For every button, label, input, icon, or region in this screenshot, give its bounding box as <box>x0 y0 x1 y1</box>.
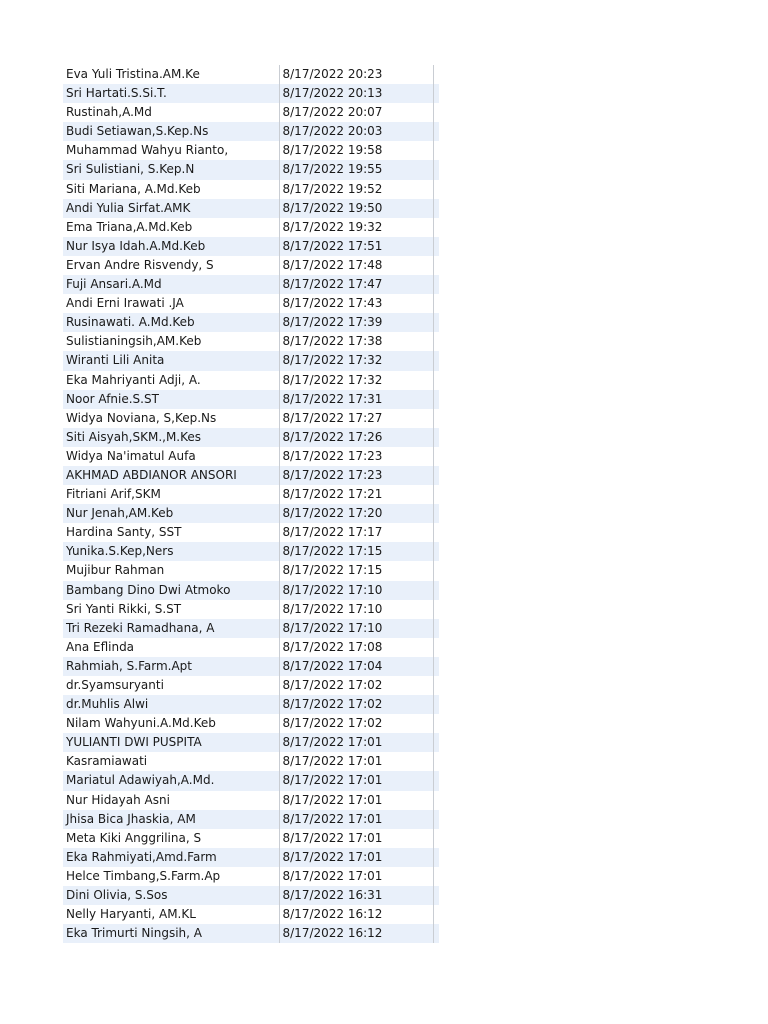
empty-cell <box>433 409 439 428</box>
name-cell: Rahmiah, S.Farm.Apt <box>63 657 279 676</box>
name-cell: Muhammad Wahyu Rianto, <box>66 143 229 158</box>
timestamp-cell: 8/17/2022 20:07 <box>279 103 433 122</box>
timestamp-cell: 8/17/2022 17:23 <box>279 447 433 466</box>
timestamp-cell: 8/17/2022 17:48 <box>279 256 433 275</box>
table-row <box>63 294 439 313</box>
table-row <box>63 504 439 523</box>
name-cell: Kasramiawati <box>66 754 148 769</box>
name-cell: Ana Eflinda <box>66 639 135 654</box>
name-cell: Nur Jenah,AM.Keb <box>63 504 279 523</box>
name-cell: Ervan Andre Risvendy, S <box>66 257 214 272</box>
empty-cell <box>433 485 439 504</box>
timestamp-cell: 8/17/2022 17:01 <box>279 733 433 752</box>
empty-cell <box>433 676 439 695</box>
empty-cell <box>433 390 439 409</box>
name-cell: Mariatul Adawiyah,A.Md. <box>63 771 279 790</box>
name-cell: dr.Syamsuryanti <box>66 678 164 692</box>
empty-cell <box>433 733 439 752</box>
name-cell: Sulistianingsih,AM.Keb <box>66 334 202 349</box>
table-row <box>63 275 439 294</box>
timestamp-cell: 8/17/2022 20:03 <box>279 122 433 141</box>
empty-cell <box>433 523 439 542</box>
timestamp-cell: 8/17/2022 16:12 <box>279 924 433 943</box>
table-row <box>63 466 439 485</box>
name-cell: Meta Kiki Anggrilina, S <box>66 830 202 845</box>
table-row <box>63 810 439 829</box>
timestamp-cell: 8/17/2022 17:01 <box>279 867 433 886</box>
empty-cell <box>433 65 439 84</box>
empty-cell <box>433 103 439 122</box>
empty-cell <box>433 619 439 638</box>
table-row <box>63 733 439 752</box>
timestamp-cell: 8/17/2022 17:01 <box>279 829 433 848</box>
empty-cell <box>433 466 439 485</box>
table-row <box>63 771 439 790</box>
table-row <box>63 924 439 943</box>
table-row <box>63 237 439 256</box>
timestamp-cell: 8/17/2022 17:02 <box>279 695 433 714</box>
table-row <box>63 714 439 733</box>
table-row <box>63 638 439 657</box>
name-cell: Siti Mariana, A.Md.Keb <box>66 181 201 196</box>
timestamp-cell: 8/17/2022 17:10 <box>279 600 433 619</box>
name-cell: Wiranti Lili Anita <box>63 351 279 370</box>
empty-cell <box>433 160 439 179</box>
name-cell: Yunika.S.Kep,Ners <box>63 542 279 561</box>
timestamp-cell: 8/17/2022 16:31 <box>279 886 433 905</box>
empty-cell <box>433 752 439 771</box>
table-row <box>63 523 439 542</box>
empty-cell <box>433 905 439 924</box>
empty-cell <box>433 199 439 218</box>
name-cell: Siti Aisyah,SKM.,M.Kes <box>63 428 279 447</box>
timestamp-cell: 8/17/2022 17:32 <box>279 371 433 390</box>
timestamp-cell: 8/17/2022 19:55 <box>279 160 433 179</box>
name-cell: Bambang Dino Dwi Atmoko <box>63 581 279 600</box>
name-cell: Noor Afnie.S.ST <box>63 390 279 409</box>
timestamp-cell: 8/17/2022 17:02 <box>279 714 433 733</box>
table-row <box>63 332 439 351</box>
table-row <box>63 122 439 141</box>
table-row <box>63 848 439 867</box>
table-row <box>63 141 439 160</box>
empty-cell <box>433 924 439 943</box>
timestamp-cell: 8/17/2022 17:15 <box>279 561 433 580</box>
timestamp-cell: 8/17/2022 16:12 <box>279 905 433 924</box>
table-row <box>63 542 439 561</box>
empty-cell <box>433 351 439 370</box>
name-cell: Eka Trimurti Ningsih, A <box>63 924 279 943</box>
timestamp-cell: 8/17/2022 17:51 <box>279 237 433 256</box>
timestamp-cell: 8/17/2022 17:43 <box>279 294 433 313</box>
name-cell: AKHMAD ABDIANOR ANSORI <box>63 466 279 485</box>
name-cell: YULIANTI DWI PUSPITA <box>63 733 279 752</box>
empty-cell <box>433 428 439 447</box>
name-cell: Widya Noviana, S,Kep.Ns <box>66 410 217 425</box>
table-row <box>63 676 439 695</box>
empty-cell <box>433 275 439 294</box>
name-cell: Eka Rahmiyati,Amd.Farm <box>63 848 279 867</box>
attendance-table <box>63 65 439 943</box>
table-row <box>63 657 439 676</box>
timestamp-cell: 8/17/2022 17:21 <box>279 485 433 504</box>
timestamp-cell: 8/17/2022 17:47 <box>279 275 433 294</box>
name-cell: Andi Yulia Sirfat.AMK <box>63 199 279 218</box>
table-row <box>63 791 439 810</box>
name-cell: Andi Erni Irawati .JA <box>66 296 184 311</box>
empty-cell <box>433 447 439 466</box>
name-cell: Eva Yuli Tristina.AM.Ke <box>66 67 200 81</box>
empty-cell <box>433 561 439 580</box>
timestamp-cell: 8/17/2022 17:26 <box>279 428 433 447</box>
empty-cell <box>433 638 439 657</box>
timestamp-cell: 8/17/2022 17:01 <box>279 752 433 771</box>
timestamp-cell: 8/17/2022 19:50 <box>279 199 433 218</box>
timestamp-cell: 8/17/2022 17:01 <box>279 810 433 829</box>
timestamp-cell: 8/17/2022 17:08 <box>279 638 433 657</box>
table-row <box>63 409 439 428</box>
table-row <box>63 65 439 84</box>
table-row <box>63 485 439 504</box>
name-cell: Rustinah,A.Md <box>66 105 152 120</box>
table-row <box>63 256 439 275</box>
name-cell: Fitriani Arif,SKM <box>66 487 161 502</box>
empty-cell <box>433 810 439 829</box>
timestamp-cell: 8/17/2022 17:01 <box>279 771 433 790</box>
empty-cell <box>433 371 439 390</box>
timestamp-cell: 8/17/2022 17:15 <box>279 542 433 561</box>
timestamp-cell: 8/17/2022 17:23 <box>279 466 433 485</box>
name-cell: Fuji Ansari.A.Md <box>63 275 279 294</box>
table-row <box>63 447 439 466</box>
timestamp-cell: 8/17/2022 17:20 <box>279 504 433 523</box>
name-cell: Rusinawati. A.Md.Keb <box>63 313 279 332</box>
table-row <box>63 905 439 924</box>
empty-cell <box>433 886 439 905</box>
name-cell: Widya Na'imatul Aufa <box>66 448 196 463</box>
table-row <box>63 829 439 848</box>
empty-cell <box>433 600 439 619</box>
table-row <box>63 180 439 199</box>
table-row <box>63 84 439 103</box>
table-row <box>63 390 439 409</box>
empty-cell <box>433 581 439 600</box>
name-cell: Ema Triana,A.Md.Keb <box>66 219 193 234</box>
timestamp-cell: 8/17/2022 19:32 <box>279 218 433 237</box>
timestamp-cell: 8/17/2022 17:27 <box>279 409 433 428</box>
timestamp-cell: 8/17/2022 17:01 <box>279 791 433 810</box>
name-cell: Nelly Haryanti, AM.KL <box>66 907 196 922</box>
empty-cell <box>433 218 439 237</box>
table-row <box>63 600 439 619</box>
empty-cell <box>433 867 439 886</box>
timestamp-cell: 8/17/2022 17:10 <box>279 619 433 638</box>
name-cell: Nur Hidayah Asni <box>66 792 170 807</box>
empty-cell <box>433 122 439 141</box>
name-cell: Tri Rezeki Ramadhana, A <box>63 619 279 638</box>
timestamp-cell: 8/17/2022 19:52 <box>279 180 433 199</box>
timestamp-cell: 8/17/2022 17:39 <box>279 313 433 332</box>
table-row <box>63 581 439 600</box>
name-cell: Jhisa Bica Jhaskia, AM <box>63 810 279 829</box>
table-row <box>63 619 439 638</box>
empty-cell <box>433 313 439 332</box>
empty-cell <box>433 84 439 103</box>
timestamp-cell: 8/17/2022 20:13 <box>279 84 433 103</box>
table-row <box>63 695 439 714</box>
empty-cell <box>433 771 439 790</box>
table-row <box>63 218 439 237</box>
timestamp-cell: 8/17/2022 17:01 <box>279 848 433 867</box>
name-cell: Budi Setiawan,S.Kep.Ns <box>63 122 279 141</box>
empty-cell <box>433 791 439 810</box>
empty-cell <box>433 542 439 561</box>
timestamp-cell: 8/17/2022 17:04 <box>279 657 433 676</box>
attendance-table-body <box>63 65 439 943</box>
timestamp-cell: 8/17/2022 17:17 <box>279 523 433 542</box>
name-cell: Sri Yanti Rikki, S.ST <box>66 601 182 616</box>
table-row <box>63 351 439 370</box>
empty-cell <box>433 695 439 714</box>
empty-cell <box>433 504 439 523</box>
table-row <box>63 103 439 122</box>
empty-cell <box>433 332 439 351</box>
timestamp-cell: 8/17/2022 17:31 <box>279 390 433 409</box>
empty-cell <box>433 237 439 256</box>
empty-cell <box>433 829 439 848</box>
timestamp-cell: 8/17/2022 17:02 <box>279 676 433 695</box>
empty-cell <box>433 294 439 313</box>
empty-cell <box>433 657 439 676</box>
table-row <box>63 752 439 771</box>
name-cell: Eka Mahriyanti Adji, A. <box>66 372 201 387</box>
name-cell: dr.Muhlis Alwi <box>63 695 279 714</box>
name-cell: Nilam Wahyuni.A.Md.Keb <box>66 716 216 731</box>
timestamp-cell: 8/17/2022 17:32 <box>279 351 433 370</box>
empty-cell <box>433 256 439 275</box>
table-row <box>63 160 439 179</box>
name-cell: Mujibur Rahman <box>66 563 165 578</box>
name-cell: Sri Hartati.S.Si.T. <box>63 84 279 103</box>
table-row <box>63 428 439 447</box>
timestamp-cell: 8/17/2022 17:38 <box>279 332 433 351</box>
table-row <box>63 313 439 332</box>
table-row <box>63 371 439 390</box>
empty-cell <box>433 180 439 199</box>
table-row <box>63 561 439 580</box>
timestamp-cell: 8/17/2022 19:58 <box>279 141 433 160</box>
name-cell: Nur Isya Idah.A.Md.Keb <box>63 237 279 256</box>
name-cell: Hardina Santy, SST <box>66 525 182 540</box>
empty-cell <box>433 848 439 867</box>
empty-cell <box>433 141 439 160</box>
timestamp-cell: 8/17/2022 20:23 <box>279 65 433 84</box>
name-cell: Helce Timbang,S.Farm.Ap <box>66 868 221 883</box>
table-row <box>63 867 439 886</box>
table-row <box>63 199 439 218</box>
timestamp-cell: 8/17/2022 17:10 <box>279 581 433 600</box>
table-row <box>63 886 439 905</box>
name-cell: Sri Sulistiani, S.Kep.N <box>63 160 279 179</box>
name-cell: Dini Olivia, S.Sos <box>63 886 279 905</box>
empty-cell <box>433 714 439 733</box>
